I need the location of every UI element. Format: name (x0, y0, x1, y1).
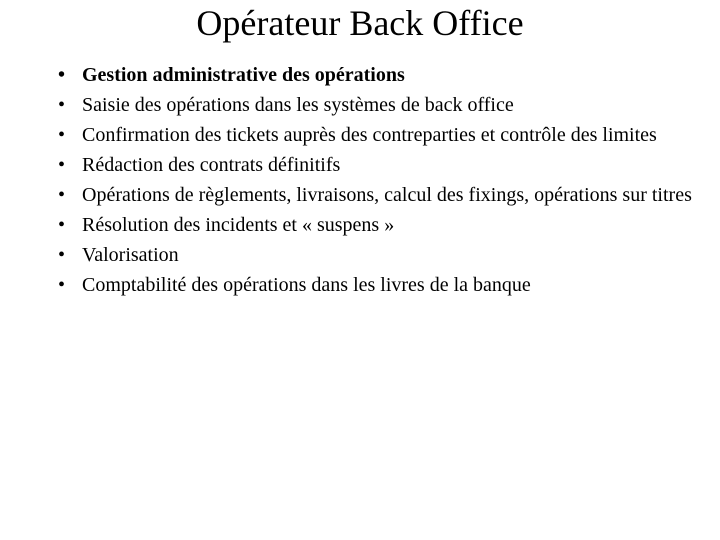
list-item (58, 126, 698, 145)
list-item (58, 216, 698, 235)
list-item (58, 156, 698, 175)
bullet-icon: • (58, 184, 66, 206)
list-item (58, 246, 698, 265)
bullet-text: Valorisation (82, 244, 179, 266)
bullet-list (58, 66, 698, 306)
bullet-text: Confirmation des tickets auprès des contreparties et contrôle des limites (82, 124, 657, 146)
bullet-icon: • (58, 124, 66, 146)
bullet-icon: • (58, 274, 66, 296)
bullet-text: Rédaction des contrats définitifs (82, 154, 341, 176)
bullet-icon: • (58, 94, 66, 116)
list-item (58, 276, 698, 295)
bullet-icon: • (58, 244, 66, 266)
bullet-text: Opérations de règlements, livraisons, calcul des fixings, opérations sur titres (82, 184, 692, 206)
slide-title: Opérateur Back Office (196, 3, 524, 43)
list-item (58, 96, 698, 115)
bullet-text: Comptabilité des opérations dans les livres de la banque (82, 274, 531, 296)
bullet-text: Gestion administrative des opérations (82, 64, 405, 86)
bullet-icon: • (58, 154, 66, 176)
bullet-icon: • (58, 214, 66, 236)
bullet-text: Résolution des incidents et « suspens » (82, 214, 395, 236)
bullet-icon: • (58, 64, 66, 86)
bullet-text: Saisie des opérations dans les systèmes de back office (82, 94, 514, 116)
list-item (58, 66, 698, 85)
list-item (58, 186, 698, 205)
